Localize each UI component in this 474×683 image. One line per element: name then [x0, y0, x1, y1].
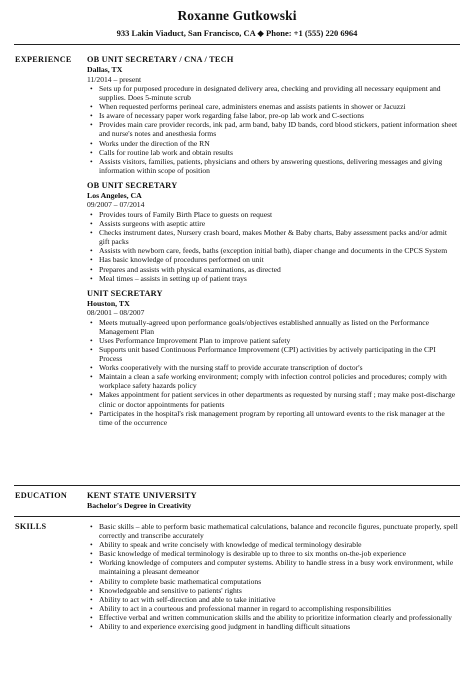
job-title: UNIT SECRETARY [87, 288, 163, 298]
job-bullet: • Works cooperatively with the nursing staff to provide accurate transcription of doctor's [99, 363, 459, 372]
skills-body [87, 522, 459, 631]
skill-bullet: • Knowledgeable and sensitive to patients' rights [99, 586, 459, 595]
skill-bullet: • Ability to and experience exercising good judgment in handling difficult situations [99, 622, 459, 631]
job-dates: 09/2007 – 07/2014 [87, 200, 145, 210]
job-entry [87, 289, 459, 427]
job-bullet: • Makes appointment for patient services in other departments as requested by nursing staff ; may make post-discharge clinic or doctor appointments for patients [99, 390, 459, 408]
job-bullet: • Calls for routine lab work and obtain results [99, 148, 459, 157]
job-bullet: • Provides main care provider records, ink pad, arm band, baby ID bands, cord blood stickers, patient information sheet and nurse's notes and anesthesia forms [99, 120, 459, 138]
skills-label: SKILLS [15, 522, 47, 531]
job-bullets [87, 210, 459, 283]
education-label: EDUCATION [15, 491, 68, 500]
job-location: Houston, TX [87, 298, 130, 308]
school-name: KENT STATE UNIVERSITY [87, 491, 197, 500]
contact-line: 933 Lakin Viaduct, San Francisco, CA ◆ Phone: +1 (555) 220 6964 [116, 28, 358, 38]
skill-bullet: • Ability to act in a courteous and professional manner in regard to accomplishing responsibilities [99, 604, 459, 613]
candidate-name: Roxanne Gutkowski [177, 8, 297, 23]
job-location: Los Angeles, CA [87, 190, 142, 200]
experience-label: EXPERIENCE [15, 55, 72, 64]
job-bullet: • Uses Performance Improvement Plan to improve patient safety [99, 336, 459, 345]
job-bullet: • Assists with newborn care, feeds, baths (exception initial bath), diaper change and documents in the CPCS System [99, 246, 459, 255]
skill-bullet: • Ability to act with self-direction and able to take initiative [99, 595, 459, 604]
job-bullet: • Provides tours of Family Birth Place to guests on request [99, 210, 459, 219]
job-title: OB UNIT SECRETARY [87, 180, 178, 190]
job-entry [87, 181, 459, 283]
job-bullet: • Meets mutually-agreed upon performance goals/objectives established annually as listed on the Performance Management Plan [99, 318, 459, 336]
education-body [87, 491, 459, 511]
job-dates: 11/2014 – present [87, 74, 142, 84]
job-location: Dallas, TX [87, 65, 123, 74]
education-divider [14, 516, 460, 517]
skill-bullet: • Basic skills – able to perform basic mathematical calculations, balance and reconcile figures, punctuate properly, spell correctly and transcribe accurately [99, 522, 459, 540]
job-bullet: • Checks instrument dates, Nursery crash board, makes Mother & Baby charts, Baby assessment packs and/or admit gift packs [99, 228, 459, 246]
degree: Bachelor's Degree in Creativity [87, 501, 192, 510]
experience-divider [14, 485, 460, 486]
job-entry [87, 55, 459, 175]
skill-bullet: • Working knowledge of computers and computer systems. Ability to handle stress in a busy work environment, while maintaining a pleasant demeanor [99, 558, 459, 576]
skill-bullet: • Ability to speak and write concisely with knowledge of medical terminology desirable [99, 540, 459, 549]
job-bullets [87, 318, 459, 427]
job-bullet: • Assists surgeons with aseptic attire [99, 219, 459, 228]
skill-bullet: • Effective verbal and written communication skills and the ability to prioritize information clearly and professionally [99, 613, 459, 622]
job-bullet: • Meal times – assists in setting up of patient trays [99, 274, 459, 283]
job-dates: 08/2001 – 08/2007 [87, 308, 145, 318]
job-bullet: • Works under the direction of the RN [99, 139, 459, 148]
job-title: OB UNIT SECRETARY / CNA / TECH [87, 55, 234, 64]
job-bullet: • Supports unit based Continuous Performance Improvement (CPI) activities by actively participating in the CPI Process [99, 345, 459, 363]
job-bullet: • Is aware of necessary paper work regarding false labor, pre-op lab work and C-sections [99, 111, 459, 120]
skill-bullet: • Ability to complete basic mathematical computations [99, 577, 459, 586]
job-bullet: • Sets up for purposed procedure in designated delivery area, checking and providing all necessary equipment and supplies. Does 5-minute scrub [99, 84, 459, 102]
skills-list [87, 522, 459, 631]
job-bullet: • Participates in the hospital's risk management program by reporting all untoward events to the risk manager at the time of the occurrence [99, 409, 459, 427]
job-bullet: • Has basic knowledge of procedures performed on unit [99, 255, 459, 264]
header-divider [14, 44, 460, 45]
job-bullets [87, 84, 459, 175]
skill-bullet: • Basic knowledge of medical terminology is desirable up to three to six months on-the-job experience [99, 549, 459, 558]
job-bullet: • Prepares and assists with physical examinations, as directed [99, 265, 459, 274]
job-bullet: • When requested performs perineal care, administers enemas and assists patients in shower or Jacuzzi [99, 102, 459, 111]
job-bullet: • Assists visitors, families, patients, physicians and others by answering questions, delivering messages and giving information within scope of position [99, 157, 459, 175]
experience-body [87, 55, 459, 433]
job-bullet: • Maintain a clean a safe working environment; comply with infection control policies and procedures; comply with workplace safety hazards policy [99, 372, 459, 390]
